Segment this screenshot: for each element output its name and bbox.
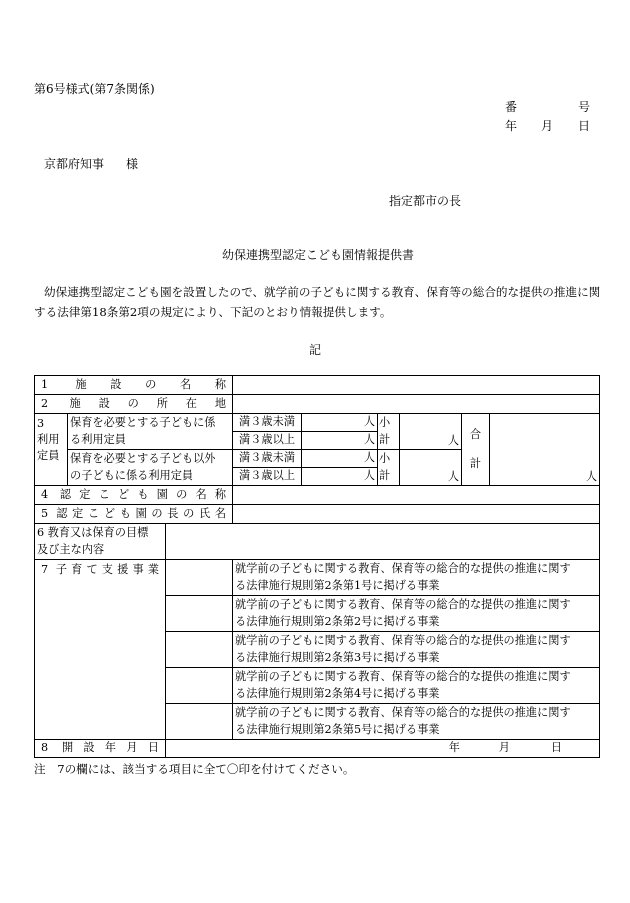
subtotal1-value[interactable] <box>400 414 462 450</box>
row-opening-date <box>35 740 600 758</box>
kodomoen-name-value[interactable] <box>233 486 600 505</box>
service-5-text <box>233 704 600 740</box>
facility-name-label: 1 施設の名称 <box>35 376 233 395</box>
support-services-label: 7 子育て支援事業 <box>35 560 166 740</box>
row-capacity-1 <box>35 414 600 432</box>
service-4-text <box>233 668 600 704</box>
total-label-a: 合 <box>469 428 482 442</box>
subtotal1-label <box>378 414 400 450</box>
unit-label: 人 <box>585 469 598 483</box>
row-service-1 <box>35 560 600 596</box>
row-director-name <box>35 505 600 524</box>
opening-date-value[interactable] <box>166 740 600 758</box>
group1-under3-value[interactable] <box>302 414 378 432</box>
unit-label: 人 <box>363 469 376 483</box>
document-title: 幼保連携型認定こども園情報提供書 <box>222 248 415 262</box>
service-4-text-a: 就学前の子どもに関する教育、保育等の総合的な提供の推進に関す <box>235 670 571 684</box>
group1-over3-label: 満３歳以上 <box>233 432 302 450</box>
subtotal2-value[interactable] <box>400 450 462 486</box>
service-1-text <box>233 560 600 596</box>
service-3-mark[interactable] <box>166 632 233 668</box>
service-2-text-a: 就学前の子どもに関する教育、保育等の総合的な提供の推進に関す <box>235 598 571 612</box>
facility-name-value[interactable] <box>233 376 600 395</box>
row-facility-name <box>35 376 600 395</box>
group2-label-a: 保育を必要とする子ども以外 <box>70 452 216 466</box>
group2-over3-value[interactable] <box>302 468 378 486</box>
group2-label <box>68 450 233 486</box>
ki-heading: 記 <box>309 343 322 357</box>
capacity-label <box>35 414 68 486</box>
unit-label: 人 <box>447 469 460 483</box>
facility-address-value[interactable] <box>233 395 600 414</box>
row-facility-address <box>35 395 600 414</box>
unit-label: 人 <box>363 433 376 447</box>
body-line-1: 幼保連携型認定こども園を設置したので、就学前の子どもに関する教育、保育等の総合的な提供の推進に関 <box>44 285 601 299</box>
unit-label: 人 <box>363 415 376 429</box>
service-1-text-a: 就学前の子どもに関する教育、保育等の総合的な提供の推進に関す <box>235 562 571 576</box>
goals-value[interactable] <box>166 524 600 560</box>
service-5-text-a: 就学前の子どもに関する教育、保育等の総合的な提供の推進に関す <box>235 706 571 720</box>
total-label <box>462 414 490 486</box>
service-5-text-b: る法律施行規則第2条第5号に掲げる事業 <box>235 722 440 736</box>
goals-label <box>35 524 166 560</box>
service-5-mark[interactable] <box>166 704 233 740</box>
info-table <box>34 375 600 758</box>
unit-label: 人 <box>447 433 460 447</box>
date-month: 月 <box>541 119 554 133</box>
opening-date-label: 8 開設年月日 <box>35 740 166 758</box>
group1-under3-label: 満３歳未満 <box>233 414 302 432</box>
service-3-text-a: 就学前の子どもに関する教育、保育等の総合的な提供の推進に関す <box>235 634 571 648</box>
group1-label-a: 保育を必要とする子どもに係 <box>70 416 216 430</box>
body-line-2: する法律第18条第2項の規定により、下記のとおり情報提供します。 <box>34 305 392 319</box>
total-value[interactable] <box>490 414 600 486</box>
subtotal2-label <box>378 450 400 486</box>
sender: 指定都市の長 <box>389 194 462 208</box>
service-2-text-b: る法律施行規則第2条第2号に掲げる事業 <box>235 614 440 628</box>
form-number: 第6号様式(第7条関係) <box>34 82 155 96</box>
row-kodomoen-name <box>35 486 600 505</box>
opening-date-month: 月 <box>498 741 510 755</box>
service-4-text-b: る法律施行規則第2条第4号に掲げる事業 <box>235 686 440 700</box>
document-number-ban: 番 <box>505 100 518 114</box>
footnote: 注 7の欄には、該当する項目に全て〇印を付けてください。 <box>34 762 355 776</box>
group2-label-b: の子どもに係る利用定員 <box>70 468 194 482</box>
document-number-go: 号 <box>578 100 591 114</box>
service-3-text-b: る法律施行規則第2条第3号に掲げる事業 <box>235 650 440 664</box>
service-4-mark[interactable] <box>166 668 233 704</box>
service-1-mark[interactable] <box>166 560 233 596</box>
subtotal2-label-b: 計 <box>379 468 391 482</box>
group2-under3-label: 満３歳未満 <box>233 450 302 468</box>
group1-over3-value[interactable] <box>302 432 378 450</box>
capacity-label-a: 利用 <box>37 433 60 447</box>
goals-label-a: 6 教育又は保育の目標 <box>37 526 149 540</box>
group1-label-b: る利用定員 <box>70 432 126 446</box>
opening-date-day: 日 <box>550 741 562 755</box>
facility-address-label: 2 施設の所在地 <box>35 395 233 414</box>
group2-over3-label: 満３歳以上 <box>233 468 302 486</box>
subtotal1-label-b: 計 <box>379 432 391 446</box>
service-2-text <box>233 596 600 632</box>
row-goals <box>35 524 600 560</box>
opening-date-year: 年 <box>448 741 460 755</box>
director-name-label: 5 認定こども園の長の氏名 <box>35 505 233 524</box>
service-2-mark[interactable] <box>166 596 233 632</box>
subtotal2-label-a: 小 <box>379 452 391 466</box>
addressee: 京都府知事 <box>44 157 105 171</box>
capacity-number: 3 <box>37 417 45 430</box>
addressee-sama: 様 <box>126 157 139 171</box>
service-1-text-b: る法律施行規則第2条第1号に掲げる事業 <box>235 578 440 592</box>
date-year: 年 <box>505 119 518 133</box>
group2-under3-value[interactable] <box>302 450 378 468</box>
goals-label-b: 及び主な内容 <box>37 542 105 556</box>
capacity-label-b: 定員 <box>37 449 60 463</box>
kodomoen-name-label: 4 認定こども園の名称 <box>35 486 233 505</box>
date-day: 日 <box>578 119 591 133</box>
total-label-b: 計 <box>469 456 482 470</box>
director-name-value[interactable] <box>233 505 600 524</box>
service-3-text <box>233 632 600 668</box>
group1-label <box>68 414 233 450</box>
unit-label: 人 <box>363 451 376 465</box>
subtotal1-label-a: 小 <box>379 416 391 430</box>
